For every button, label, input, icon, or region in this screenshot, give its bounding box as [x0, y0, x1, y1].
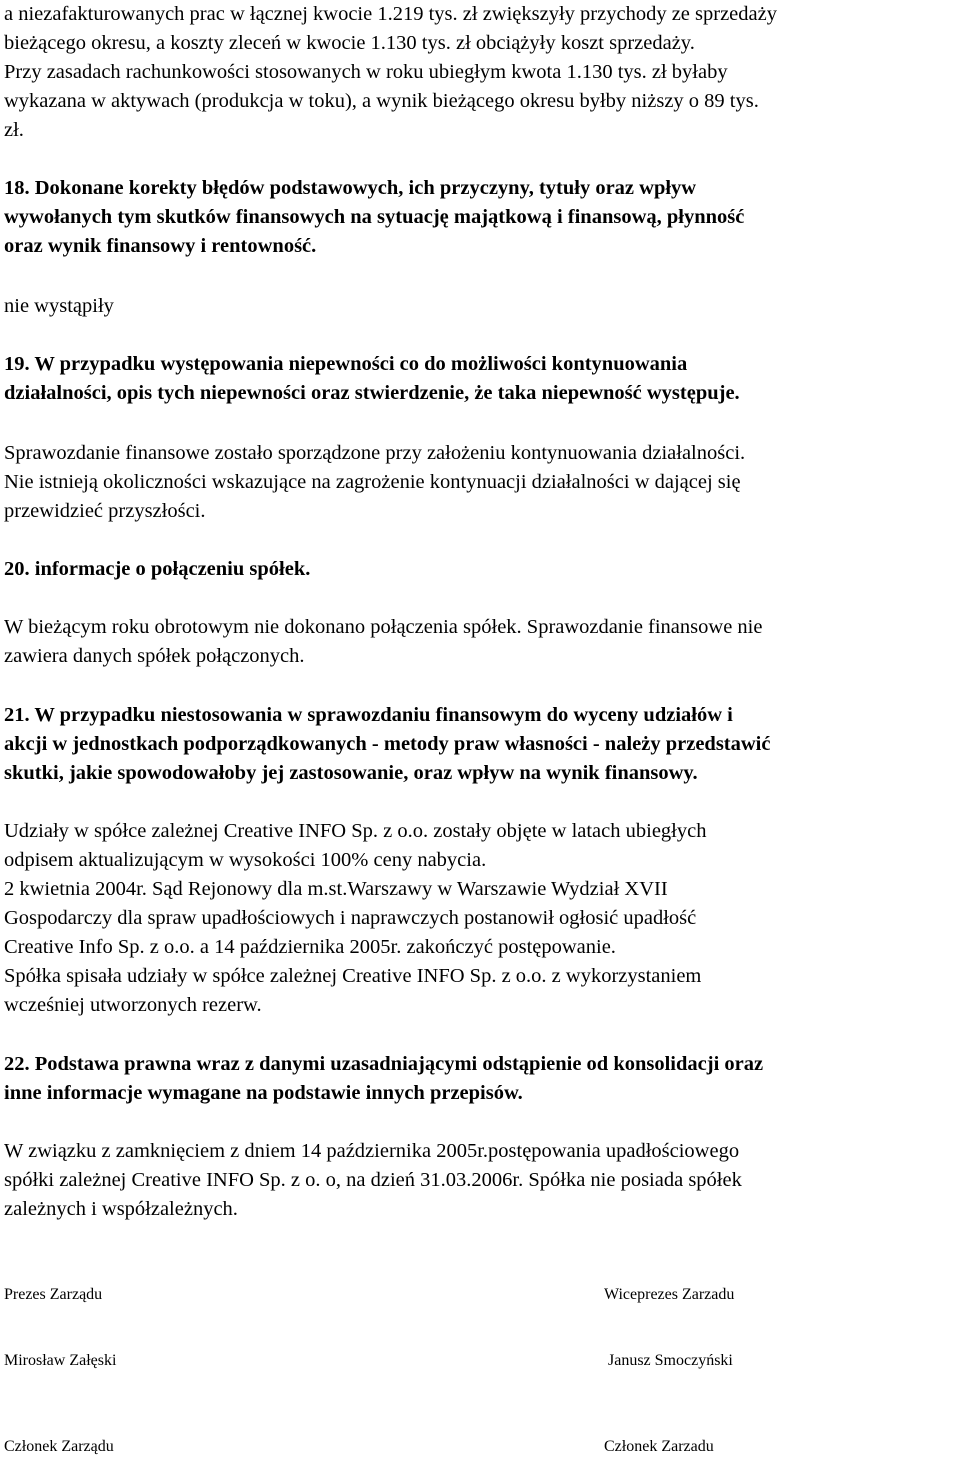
heading-line: wywołanych tym skutków finansowych na sytuację majątkową i finansową, płynność [4, 206, 745, 228]
section-22-body [4, 1137, 954, 1224]
section-20-body [4, 613, 954, 671]
text-line: bieżącego okresu, a koszty zleceń w kwocie 1.130 tys. zł obciążyły koszt sprzedaży. [4, 32, 695, 54]
heading-line: 22. Podstawa prawna wraz z danymi uzasadniającymi odstąpienie od konsolidacji oraz [4, 1053, 764, 1075]
text-line: a niezafakturowanych prac w łącznej kwocie 1.219 tys. zł zwiększyły przychody ze sprzedaży [4, 3, 777, 25]
text-line: spółki zależnej Creative INFO Sp. z o. o, na dzień 31.03.2006r. Spółka nie posiada spółek [4, 1169, 742, 1191]
signature-right-name: Janusz Smoczyński [608, 1352, 733, 1369]
text-line: 2 kwietnia 2004r. Sąd Rejonowy dla m.st.Warszawy w Warszawie Wydział XVII [4, 878, 668, 900]
section-18-body [4, 292, 954, 321]
signature-left-title: Prezes Zarządu [4, 1286, 103, 1303]
heading-line: oraz wynik finansowy i rentowność. [4, 235, 317, 257]
heading-line: 21. W przypadku niestosowania w sprawozdaniu finansowym do wyceny udziałów i [4, 704, 733, 726]
section-19-body [4, 439, 954, 526]
text-line: Spółka spisała udziały w spółce zależnej Creative INFO Sp. z o.o. z wykorzystaniem [4, 965, 702, 987]
text-line: wcześniej utworzonych rezerw. [4, 994, 262, 1016]
text-line: zł. [4, 119, 24, 141]
text-line: zawiera danych spółek połączonych. [4, 645, 305, 667]
text-line: Nie istnieją okoliczności wskazujące na zagrożenie kontynuacji działalności w dającej się [4, 471, 741, 493]
section-18-heading [4, 174, 954, 261]
text-line: W związku z zamknięciem z dniem 14 października 2005r.postępowania upadłościowego [4, 1140, 740, 1162]
signature-left-role: Członek Zarządu [4, 1438, 114, 1455]
heading-line: inne informacje wymagane na podstawie innych przepisów. [4, 1082, 523, 1104]
text-line: nie wystąpiły [4, 295, 114, 317]
intro-paragraph [4, 0, 954, 145]
section-21-body [4, 817, 954, 1020]
text-line: przewidzieć przyszłości. [4, 500, 206, 522]
signature-left-name: Mirosław Załęski [4, 1352, 117, 1369]
text-line: Przy zasadach rachunkowości stosowanych w roku ubiegłym kwota 1.130 tys. zł byłaby [4, 61, 728, 83]
section-20-heading [4, 555, 954, 584]
text-line: wykazana w aktywach (produkcja w toku), a wynik bieżącego okresu byłby niższy o 89 tys. [4, 90, 759, 112]
signature-right-title: Wiceprezes Zarzadu [604, 1286, 735, 1303]
section-19-heading [4, 350, 954, 408]
section-21-heading [4, 701, 954, 788]
text-line: Udziały w spółce zależnej Creative INFO Sp. z o.o. zostały objęte w latach ubiegłych [4, 820, 707, 842]
text-line: Gospodarczy dla spraw upadłościowych i naprawczych postanowił ogłosić upadłość [4, 907, 697, 929]
heading-line: skutki, jakie spowodowałoby jej zastosowanie, oraz wpływ na wynik finansowy. [4, 762, 698, 784]
text-line: Creative Info Sp. z o.o. a 14 października 2005r. zakończyć postępowanie. [4, 936, 616, 958]
text-line: Sprawozdanie finansowe zostało sporządzone przy założeniu kontynuowania działalności. [4, 442, 746, 464]
text-line: odpisem aktualizującym w wysokości 100% ceny nabycia. [4, 849, 487, 871]
text-line: zależnych i współzależnych. [4, 1198, 238, 1220]
signature-right-role: Członek Zarzadu [604, 1438, 714, 1455]
section-22-heading [4, 1050, 954, 1108]
heading-line: działalności, opis tych niepewności oraz stwierdzenie, że taka niepewność występuje. [4, 382, 740, 404]
heading-line: 20. informacje o połączeniu spółek. [4, 558, 311, 580]
text-line: W bieżącym roku obrotowym nie dokonano połączenia spółek. Sprawozdanie finansowe nie [4, 616, 763, 638]
heading-line: akcji w jednostkach podporządkowanych - metody praw własności - należy przedstawić [4, 733, 771, 755]
heading-line: 18. Dokonane korekty błędów podstawowych, ich przyczyny, tytuły oraz wpływ [4, 177, 697, 199]
heading-line: 19. W przypadku występowania niepewności co do możliwości kontynuowania [4, 353, 688, 375]
